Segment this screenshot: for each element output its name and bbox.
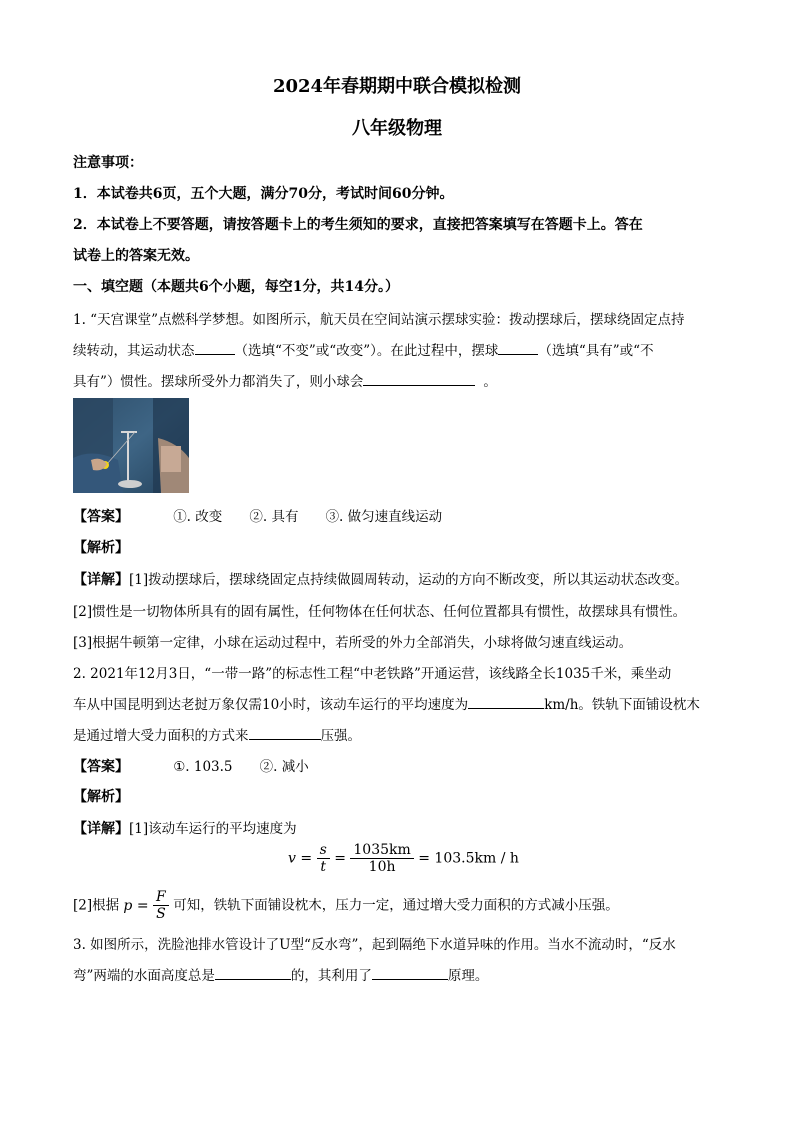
- q1-analysis-label: 【解析】: [73, 540, 129, 556]
- q1-detail-3: [3]根据牛顿第一定律，小球在运动过程中，若所受的外力全部消失，小球将做匀速直线运动。: [73, 635, 633, 651]
- q1-detail-1: [73, 568, 688, 589]
- q1-text-c: （选填“具有”或“不: [538, 343, 654, 359]
- q2-detail-label: 【详解】: [73, 821, 129, 837]
- q2-analysis-label: 【解析】: [73, 789, 129, 805]
- formula-distance: 1035km: [350, 842, 413, 859]
- q2-text-d: 压强。: [320, 728, 361, 744]
- q2-text-b: km/h。铁轨下面铺设枕木: [544, 697, 700, 713]
- pressure-fraction: [153, 889, 169, 922]
- notes-item-2-line-1: 2．本试卷上不要答题，请按答题卡上的考生须知的要求，直接把答案填写在答题卡上。答在: [73, 217, 643, 233]
- q2-line-3: [73, 724, 361, 744]
- q1-text-d: 具有”）惯性。摆球所受外力都消失了，则小球会: [73, 374, 364, 390]
- q1-answer-3: ③. 做匀速直线运动: [325, 509, 443, 525]
- q2-detail-2-prefix: [2]根据: [73, 897, 120, 914]
- q1-blank-2: [498, 342, 538, 355]
- formula-result: = 103.5km / h: [418, 850, 519, 867]
- q1-line-3: [73, 370, 497, 390]
- q1-blank-3: [363, 373, 475, 386]
- q1-detail-1-text: [1]拨动摆球后，摆球绕固定点持续做圆周转动，运动的方向不断改变，所以其运动状态改变。: [129, 572, 689, 588]
- q3-text-c: 原理。: [447, 968, 489, 984]
- q1-text-b: （选填“不变”或“改变”）。在此过程中，摆球: [234, 343, 499, 359]
- pressure-eq: =: [136, 897, 149, 914]
- section-1-heading: 一、填空题（本题共6个小题，每空1分，共14分。）: [73, 279, 399, 295]
- pressure-formula: [123, 889, 173, 922]
- q3-blank-2: [372, 967, 448, 980]
- pressure-s: S: [156, 906, 166, 922]
- exam-subtitle: 八年级物理: [352, 118, 442, 139]
- q1-detail-2: [2]惯性是一切物体所具有的固有属性，任何物体在任何状态、任何位置都具有惯性，故摆球具有惯性。: [73, 604, 687, 620]
- notes-heading: 注意事项：: [73, 155, 143, 171]
- q3-text-a: 弯”两端的水面高度总是: [73, 968, 215, 984]
- formula-eq-2: =: [334, 850, 346, 867]
- q1-line-1: 1. “天宫课堂”点燃科学梦想。如图所示，航天员在空间站演示摆球实验：拨动摆球后，摆球绕固定点持: [73, 312, 685, 328]
- q1-detail-label: 【详解】: [73, 572, 129, 588]
- q2-detail-2: [73, 889, 619, 922]
- q3-line-2: [73, 964, 488, 984]
- exam-title: 2024年春期期中联合模拟检测: [272, 76, 522, 97]
- q2-blank-1: [468, 696, 544, 709]
- formula-fraction-values: [350, 842, 413, 875]
- q1-text-e: 。: [483, 374, 497, 390]
- q2-line-1: 2. 2021年12月3日，“一带一路”的标志性工程“中老铁路”开通运营，该线路全长1035千米，乘坐动: [73, 666, 672, 682]
- q1-answer-1: ①. 改变: [173, 509, 223, 525]
- q2-answer-label: 【答案】: [73, 759, 129, 775]
- q2-answer-2: ②. 减小: [259, 759, 309, 775]
- q2-detail-1-text: [1]该动车运行的平均速度为: [129, 821, 297, 837]
- q2-answer-row: [73, 755, 331, 776]
- q1-blank-1: [195, 342, 235, 355]
- q1-line-2: [73, 339, 654, 359]
- formula-eq-1: =: [300, 850, 313, 867]
- pressure-f: F: [153, 889, 169, 906]
- q2-text-a: 车从中国昆明到达老挝万象仅需10小时，该动车运行的平均速度为: [73, 697, 469, 713]
- q1-answer-row: [73, 505, 464, 526]
- q1-answer-label: 【答案】: [73, 509, 129, 525]
- pendulum-experiment-photo: [73, 398, 189, 493]
- formula-t: t: [320, 859, 326, 875]
- notes-item-1: 1．本试卷共6页，五个大题，满分70分，考试时间60分钟。: [73, 186, 454, 202]
- q1-answer-2: ②. 具有: [249, 509, 299, 525]
- notes-item-2-line-2: 试卷上的答案无效。: [73, 248, 199, 264]
- q2-detail-2-text: 可知，铁轨下面铺设枕木，压力一定，通过增大受力面积的方式减小压强。: [173, 897, 619, 914]
- q2-blank-2: [249, 727, 321, 740]
- q3-blank-1: [215, 967, 291, 980]
- q1-text-a: 续转动，其运动状态: [73, 343, 195, 359]
- q2-text-c: 是通过增大受力面积的方式来: [73, 728, 249, 744]
- formula-fraction-s-t: [317, 842, 330, 875]
- formula-time: 10h: [368, 859, 396, 875]
- q2-answer-1: ①. 103.5: [173, 759, 233, 775]
- pressure-p: p: [123, 897, 133, 914]
- q2-speed-formula: [288, 842, 519, 875]
- q2-line-2: [73, 693, 700, 713]
- formula-v: v: [288, 850, 296, 867]
- formula-s: s: [317, 842, 330, 859]
- q3-line-1: 3. 如图所示，洗脸池排水管设计了U型“反水弯”，起到隔绝下水道异味的作用。当水不流动时，“反水: [73, 937, 676, 953]
- q2-detail-1: [73, 817, 297, 838]
- q3-text-b: 的，其利用了: [290, 968, 372, 984]
